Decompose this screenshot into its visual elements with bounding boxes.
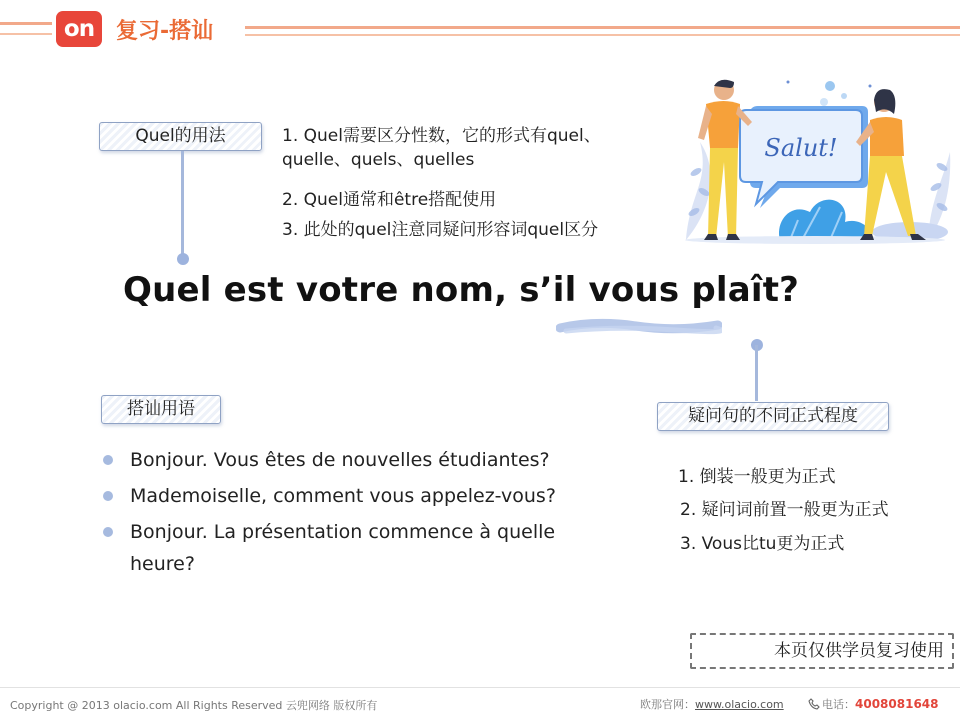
formality-item-3: 3. Vous比tu更为正式 <box>680 534 845 554</box>
speech-bubble-icon <box>740 106 868 208</box>
formality-connector <box>755 345 758 401</box>
website-label: 欧那官网： <box>640 698 695 711</box>
phone-icon <box>808 698 820 710</box>
footer-phone <box>808 696 939 712</box>
phone-label: 电话： <box>822 698 855 711</box>
bullet-dot-icon <box>103 527 113 537</box>
review-note: 本页仅供学员复习使用 <box>690 633 954 669</box>
greeting-illustration <box>680 72 952 244</box>
footer-divider <box>0 687 960 688</box>
chat-phrases-label: 搭讪用语 <box>101 395 221 424</box>
chat-phrase-text: Bonjour. Vous êtes de nouvelles étudiantes? <box>130 449 550 471</box>
footer-copyright: Copyright @ 2013 olacio.com All Rights Reserved 云兜网络 版权所有 <box>10 699 378 712</box>
chat-phrase-text: Bonjour. La présentation commence à quelle heure? <box>130 521 556 575</box>
quel-usage-connector-dot <box>177 253 189 265</box>
quel-note-2: 2. Quel通常和être搭配使用 <box>282 190 497 210</box>
quel-usage-connector <box>181 151 184 259</box>
page-title: 复习-搭讪 <box>116 19 214 44</box>
quel-note-3: 3. 此处的quel注意同疑问形容词quel区分 <box>282 220 599 240</box>
quel-usage-label: Quel的用法 <box>99 122 262 151</box>
bubble-text: Salut! <box>764 134 838 162</box>
quel-note-1a: 1. Quel需要区分性数，它的形式有quel、 <box>282 126 601 146</box>
list-item <box>103 516 613 580</box>
formality-item-1: 1. 倒装一般更为正式 <box>678 467 836 487</box>
header-rule-right <box>245 26 960 29</box>
chat-phrase-text: Mademoiselle, comment vous appelez-vous? <box>130 485 556 507</box>
bullet-dot-icon <box>103 491 113 501</box>
list-item <box>103 444 613 476</box>
leaf-bush-icon <box>779 200 871 240</box>
olacio-logo: on <box>56 11 102 47</box>
phone-number: 4008081648 <box>855 697 939 711</box>
list-item <box>103 480 613 512</box>
header-rule-left-thin <box>0 33 52 35</box>
website-link[interactable]: www.olacio.com <box>695 698 784 711</box>
footer-website <box>640 696 784 712</box>
quel-note-1b: quelle、quels、quelles <box>282 150 475 170</box>
formality-item-2: 2. 疑问词前置一般更为正式 <box>680 500 889 520</box>
header-rule-right-thin <box>245 34 960 36</box>
chat-phrases-list <box>103 444 613 584</box>
main-sentence: Quel est votre nom, s’il vous plaît? <box>123 270 800 310</box>
bullet-dot-icon <box>103 455 113 465</box>
header-rule-left <box>0 22 52 25</box>
brush-stroke-underline <box>556 318 722 336</box>
formality-label: 疑问句的不同正式程度 <box>657 402 889 431</box>
